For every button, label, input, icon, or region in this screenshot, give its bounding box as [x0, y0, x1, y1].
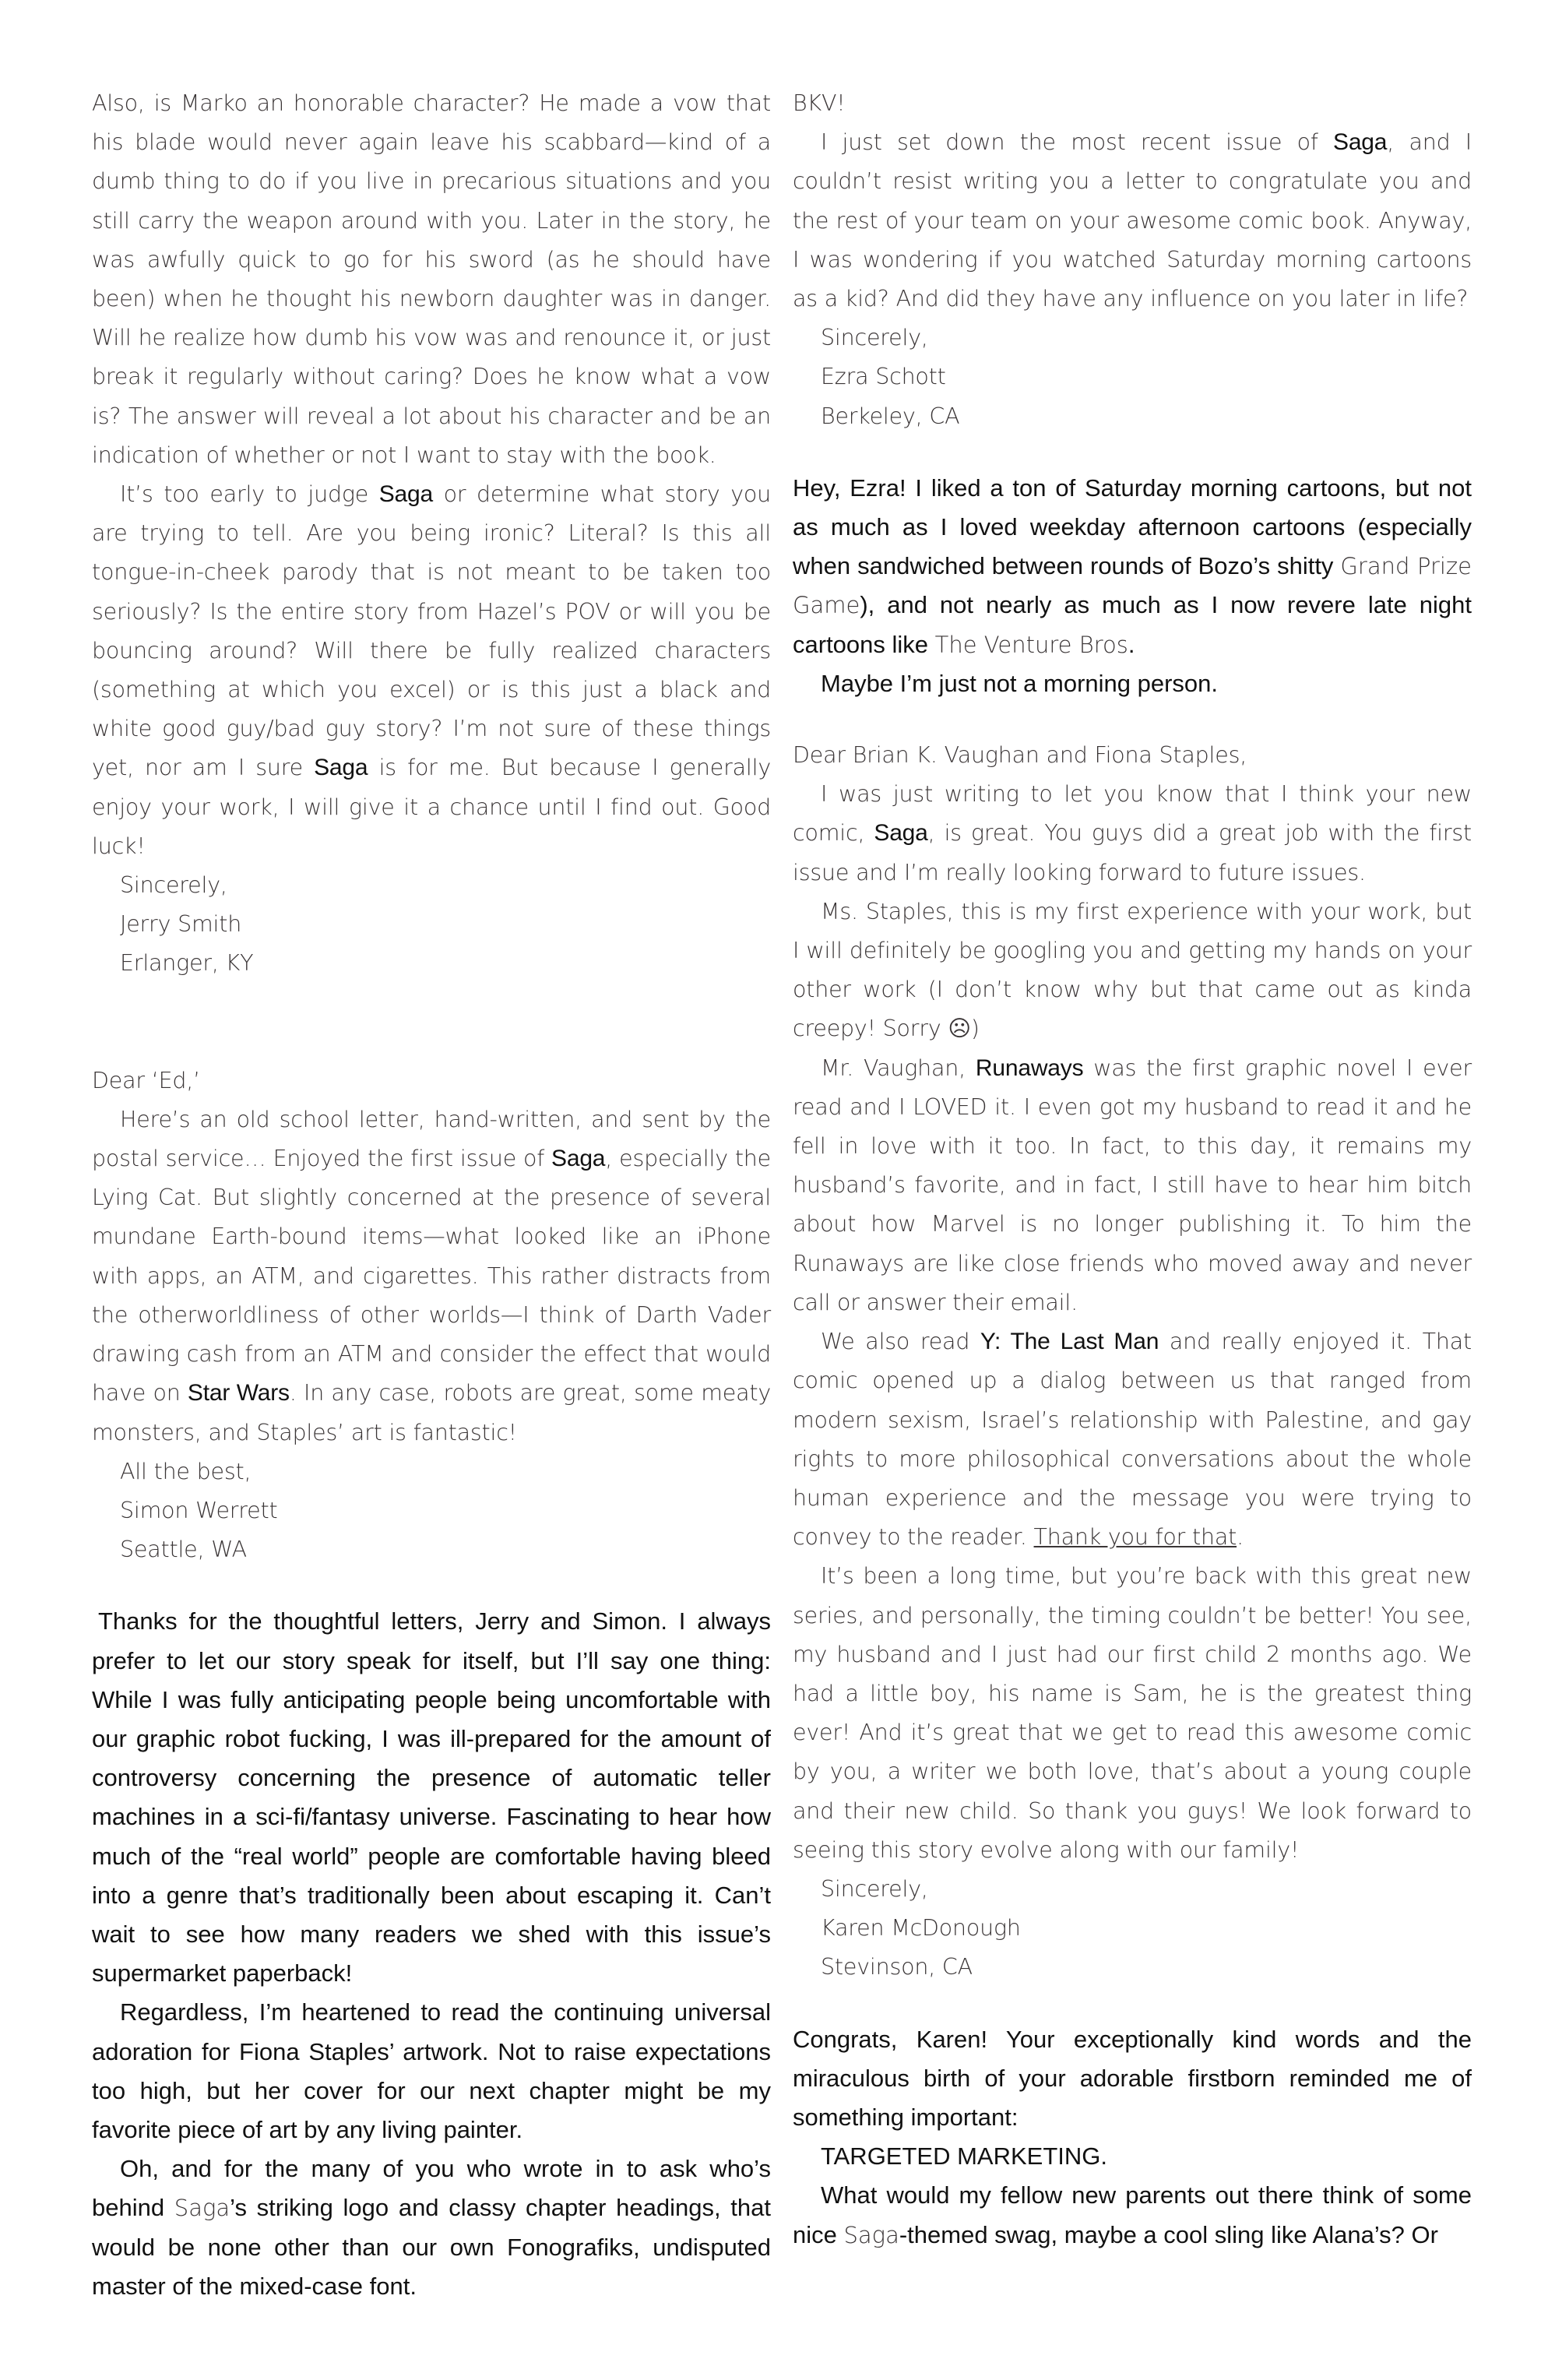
letter-signature-place: Erlanger, KY	[120, 950, 254, 977]
letter-closing: Sincerely,	[120, 872, 227, 899]
right-column	[793, 84, 1472, 2255]
text-run: ), and not nearly as much as I now revere late night cartoons like	[793, 591, 1472, 658]
letter-paragraph	[92, 475, 771, 866]
reply-paragraph: Maybe I’m just not a morning person.	[821, 669, 1219, 697]
letter-signature-place: Stevinson, CA	[821, 1954, 973, 1980]
text-run: , and I couldn’t resist writing you a letter to congratulate you and the rest of your team on your awesome comic book. Anyway, I was wondering if you watched Saturday morning cartoons as a kid? And did they have any influence on you later in life?	[793, 129, 1472, 312]
reply-paragraph: TARGETED MARKETING.	[821, 2142, 1108, 2171]
spacer	[793, 1987, 1472, 2020]
title-saga: Saga	[174, 2195, 230, 2222]
title-runaways: Runaways	[975, 1054, 1084, 1081]
underlined-thanks: Thank you for that	[1033, 1524, 1237, 1551]
spacer	[793, 436, 1472, 469]
text-run: was the first graphic novel I ever read and I LOVED it. I even got my husband to read it and he fell in love with it too. In fact, to this day, it remains my husband’s favorite, and in fact, I still have to hear him bitch about how Marvel is no longer publishing it. To him the Runaways are like close friends who moved away and never call or answer their email.	[793, 1054, 1472, 1315]
text-run: I just set down the most recent issue of	[821, 129, 1334, 156]
text-run: .	[1237, 1524, 1244, 1551]
letter-paragraph: Also, is Marko an honorable character? He made a vow that his blade would never again leave his scabbard—kind of a dumb thing to do if you live in precarious situations and you still carry the weapon around with you. Later in the story, he was awfully quick to go for his sword (as he should have been) when he thought his newborn daughter was in danger. Will he realize how dumb his vow was and renounce it, or just break it regularly without caring? Does he know what a vow is? The answer will reveal a lot about his character and be an indication of whether or not I want to stay with the book.	[92, 90, 771, 468]
title-grand-prize-game: Grand Prize Game	[793, 553, 1472, 619]
letter-paragraph	[793, 1322, 1472, 1557]
letter-closing: All the best,	[120, 1458, 252, 1484]
letter-signature-name: Ezra Schott	[821, 364, 946, 390]
spacer	[92, 984, 771, 1061]
letter-signature-place: Seattle, WA	[120, 1537, 247, 1563]
title-saga: Saga	[1333, 129, 1388, 156]
reply-ezra	[793, 469, 1472, 703]
text-run: . In any case, robots are great, some meaty monsters, and Staples’ art is fantastic!	[92, 1380, 771, 1445]
title-saga: Saga	[843, 2221, 899, 2248]
text-run: -themed swag, maybe a cool sling like Alana’s? Or	[899, 2220, 1438, 2248]
letter-signature-name: Simon Werrett	[120, 1497, 278, 1523]
text-run: Oh, and for the many of you who wrote in to ask who’s behind	[92, 2155, 771, 2222]
title-venture-bros: The Venture Bros	[934, 631, 1128, 658]
title-y-the-last-man: Y: The Last Man	[980, 1329, 1159, 1355]
reply-paragraph: Thanks for the thoughtful letters, Jerry and Simon. I always prefer to let our story speak for itself, but I’ll say one thing: While I was fully anticipating people being uncomfortable with our graphic robot fucking, I was ill-prepared for the amount of controversy concerning the presence of automatic teller machines in a sci-fi/fantasy universe. Fascinating to hear how much of the “real world” people are comfortable having bleed into a genre that’s traditionally been about escaping it. Can’t wait to see how many readers we shed with this issue’s supermarket paperback!	[92, 1607, 771, 1987]
text-run: or determine what story you are trying to tell. Are you being ironic? Literal? Is this all tongue-in-cheek parody that is not meant to be taken too seriously? Is the entire story from Hazel’s POV or will you be bouncing around? Will there be fully realized characters (something at which you excel) or is this just a black and white good guy/bad guy story? I’m not sure of these things yet, nor am I sure	[92, 481, 771, 781]
text-run: It’s too early to judge	[120, 481, 379, 508]
letter-paragraph	[92, 1100, 771, 1452]
letter-simon-werrett	[92, 1061, 771, 1570]
text-run: ’s striking logo and classy chapter headings, that would be none other than our own Fonografiks, undisputed master of the mixed-case font.	[92, 2194, 771, 2300]
text-run: I was just writing to let you know that I think your new comic,	[793, 781, 1472, 847]
letter-salutation: BKV!	[793, 90, 846, 116]
letter-paragraph: It’s been a long time, but you’re back with this great new series, and personally, the timing couldn’t be better! You see, my husband and I just had our first child 2 months ago. We had a little boy, his name is Sam, he is the greatest thing ever! And it’s great that we get to read this awesome comic by you, a writer we both love, that’s about a young couple and their new child. So thank you guys! We look forward to seeing this story evolve along with our family!	[793, 1563, 1472, 1863]
text-run: , is great. You guys did a great job with the first issue and I’m really looking forward to future issues.	[793, 820, 1472, 885]
text-run: Mr. Vaughan,	[821, 1054, 976, 1081]
letter-paragraph	[793, 775, 1472, 892]
letter-paragraph: Ms. Staples, this is my first experience with your work, but I will definitely be googling you and getting my hands on your other work (I don’t know why but that came out as kinda creepy! Sorry ☹)	[793, 898, 1472, 1042]
letter-karen-mcdonough	[793, 736, 1472, 1987]
letter-signature-place: Berkeley, CA	[821, 403, 960, 429]
letter-paragraph	[793, 123, 1472, 319]
spacer	[92, 1569, 771, 1602]
text-run: and really enjoyed it. That comic opened up a dialog between us that ranged from modern sexism, Israel’s relationship with Palestine, and gay rights to more philosophical conversations about the whole human experience and the message you were trying to convey to the reader.	[793, 1329, 1472, 1551]
text-run: , especially the Lying Cat. But slightly concerned at the presence of several mundane Earth-bound items—what looked like an iPhone with apps, an ATM, and cigarettes. This rather distracts from the otherworldliness of other worlds—I think of Darth Vader drawing cash from an ATM and consider the effect that would have on	[92, 1146, 771, 1407]
text-run: Here’s an old school letter, hand-written, and sent by the postal service… Enjoyed the first issue of	[92, 1106, 771, 1172]
reply-paragraph	[793, 2176, 1472, 2254]
left-column	[92, 84, 771, 2306]
spacer	[793, 703, 1472, 736]
text-run: .	[1128, 630, 1135, 658]
reply-paragraph	[793, 469, 1472, 664]
title-saga: Saga	[551, 1146, 606, 1172]
title-saga: Saga	[874, 820, 928, 847]
text-run: We also read	[821, 1329, 980, 1355]
reply-jerry-simon	[92, 1602, 771, 2306]
text-run: What would my fellow new parents out there think of some nice	[793, 2181, 1472, 2248]
reply-paragraph: Regardless, I’m heartened to read the continuing universal adoration for Fiona Staples’ artwork. Not to raise expectations too high, but her cover for our next chapter might be my favorite piece of art by any living painter.	[92, 1998, 771, 2143]
letter-ezra-schott	[793, 84, 1472, 436]
title-star-wars: Star Wars	[187, 1380, 290, 1407]
title-saga: Saga	[314, 755, 368, 781]
letter-signature-name: Jerry Smith	[120, 911, 242, 938]
letter-closing: Sincerely,	[821, 325, 928, 351]
letter-salutation: Dear ‘Ed,’	[92, 1067, 200, 1093]
text-run: is for me. But because I generally enjoy your work, I will give it a chance until I find out. Good luck!	[92, 755, 771, 859]
letter-jerry-smith	[92, 84, 771, 984]
letter-salutation: Dear Brian K. Vaughan and Fiona Staples,	[793, 742, 1247, 769]
letter-signature-name: Karen McDonough	[821, 1915, 1021, 1942]
reply-paragraph: Congrats, Karen! Your exceptionally kind words and the miraculous birth of your adorable firstborn reminded me of something important:	[793, 2025, 1472, 2131]
title-saga: Saga	[378, 481, 434, 508]
reply-karen	[793, 2020, 1472, 2255]
reply-paragraph	[92, 2149, 771, 2306]
text-run: Hey, Ezra! I liked a ton of Saturday morning cartoons, but not as much as I loved weekday afternoon cartoons (especially when sandwiched between rounds of Bozo’s shitty	[793, 474, 1472, 580]
letter-paragraph	[793, 1049, 1472, 1322]
letter-closing: Sincerely,	[821, 1875, 928, 1902]
